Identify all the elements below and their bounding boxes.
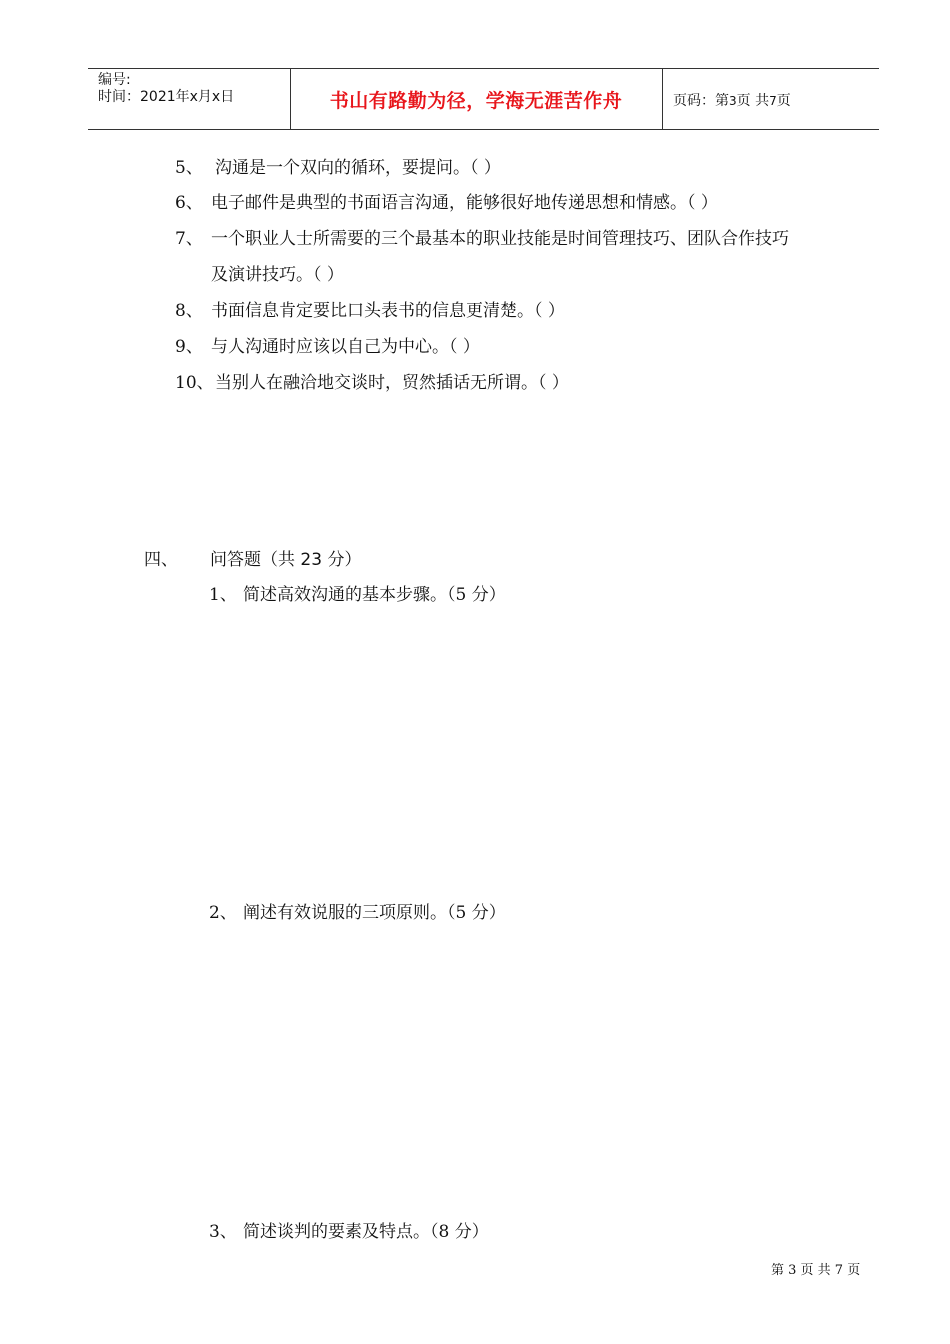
essay-question-1 — [209, 584, 506, 606]
header-meta-cell — [88, 69, 291, 129]
page-footer: 第 3 页 共 7 页 — [771, 1263, 861, 1278]
page-prefix: 页码：第 — [673, 93, 729, 109]
judgement-item-5 — [175, 157, 501, 179]
judgement-item-6 — [175, 192, 718, 214]
question-number: 2、 — [209, 903, 237, 923]
page-current: 3 — [729, 94, 737, 108]
judgement-item-10 — [175, 372, 569, 394]
document-header — [88, 68, 879, 130]
item-text: 沟通是一个双向的循环，要提问。（ ） — [215, 158, 501, 178]
header-page-cell — [663, 69, 879, 129]
item-text: 当别人在融洽地交谈时，贸然插话无所谓。（ ） — [215, 373, 569, 393]
essay-question-3 — [209, 1221, 489, 1243]
header-motto-cell — [290, 69, 663, 129]
page-total: 7 — [769, 94, 777, 108]
question-text: 简述高效沟通的基本步骤。（5 分） — [243, 585, 506, 605]
header-page-info — [673, 90, 791, 110]
item-number: 9、 — [175, 337, 203, 357]
item-number: 8、 — [175, 301, 203, 321]
judgement-item-7 — [175, 228, 789, 250]
judgement-item-7-continuation: 及演讲技巧。（ ） — [211, 265, 344, 285]
item-number: 6、 — [175, 193, 203, 213]
judgement-item-9 — [175, 336, 480, 358]
question-text: 阐述有效说服的三项原则。（5 分） — [243, 903, 506, 923]
item-text: 与人沟通时应该以自己为中心。（ ） — [211, 337, 480, 357]
serial-number-label: 编号: — [98, 72, 131, 88]
section-title: 问答题（共 23 分） — [210, 550, 362, 570]
item-text: 书面信息肯定要比口头表书的信息更清楚。（ ） — [211, 301, 565, 321]
question-text: 简述谈判的要素及特点。（8 分） — [243, 1222, 489, 1242]
item-number: 5、 — [175, 158, 203, 178]
page-middle: 页 共 — [736, 93, 770, 109]
header-motto: 书山有路勤为径，学海无涯苦作舟 — [329, 90, 623, 112]
item-number: 7、 — [175, 229, 203, 249]
question-number: 1、 — [209, 585, 237, 605]
section-4-heading — [144, 549, 361, 571]
question-number: 3、 — [209, 1222, 237, 1242]
date-label: 时间：2021年x月x日 — [98, 89, 235, 105]
item-number: 10、 — [175, 373, 214, 393]
essay-question-2 — [209, 902, 506, 924]
section-number: 四、 — [144, 550, 178, 570]
page-suffix: 页 — [776, 93, 791, 109]
item-text: 电子邮件是典型的书面语言沟通，能够很好地传递思想和情感。（ ） — [211, 193, 718, 213]
item-text: 一个职业人士所需要的三个最基本的职业技能是时间管理技巧、团队合作技巧 — [211, 229, 789, 249]
judgement-item-8 — [175, 300, 565, 322]
